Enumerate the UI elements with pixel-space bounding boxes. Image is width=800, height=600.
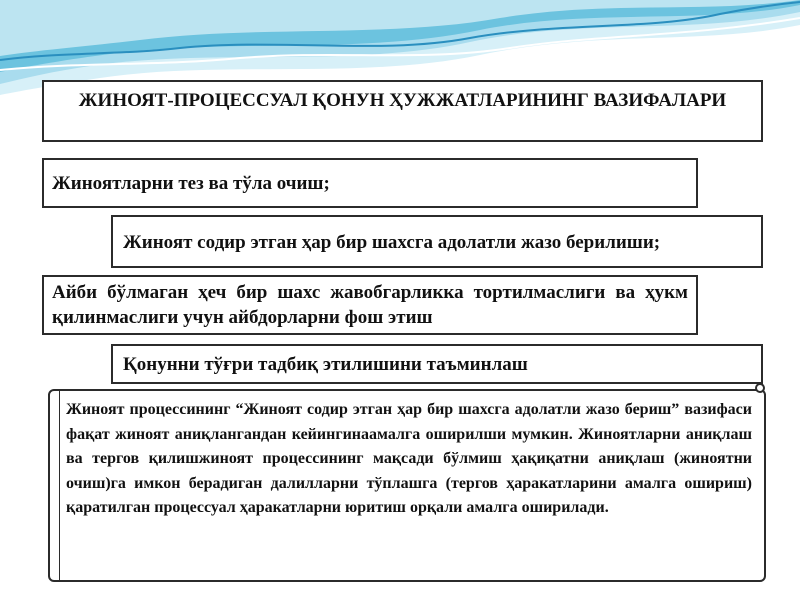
task-item-2-text: Жиноят содир этган ҳар бир шахсга адолатли жазо берилиши;: [123, 232, 661, 253]
task-item-4: [111, 344, 763, 384]
task-item-1-text: Жиноятларни тез ва тўла очиш;: [52, 173, 330, 194]
scroll-curl-top-decoration: [755, 383, 765, 393]
task-item-2: [111, 215, 763, 268]
page-title-box: [42, 80, 763, 142]
note-text: Жиноят процессининг “Жиноят содир этган ҳар бир шахсга адолатли жазо бериш” вазифаси фақат жиноят аниқлангандан кейингинаамалга оширилши мумкин. Жиноятларни аниқлаш ва тергов қилишжиноят процессининг мақсади бўлмиш ҳақиқатни аниқлаш (жиноятни очиш)га имкон берадиган далилларни тўплашга (тергов ҳаракатларини амалга ошириш) қаратилган процессуал ҳаракатларни юритиш орқали амалга оширилади.: [66, 401, 752, 516]
scroll-curl-left-decoration: [48, 389, 60, 582]
page-title: ЖИНОЯТ-ПРОЦЕССУАЛ ҚОНУН ҲУЖЖАТЛАРИНИНГ ВАЗИФАЛАРИ: [78, 90, 727, 111]
task-item-1: [42, 158, 698, 208]
task-item-3-text: Айби бўлмаган ҳеч бир шахс жавобгарликка тортилмаслиги ва ҳукм қилинмаслиги учун айбдорларни фош этиш: [52, 282, 688, 328]
task-item-4-text: Қонунни тўғри тадбиқ этилишини таъминлаш: [123, 354, 528, 375]
task-item-3: [42, 275, 698, 335]
